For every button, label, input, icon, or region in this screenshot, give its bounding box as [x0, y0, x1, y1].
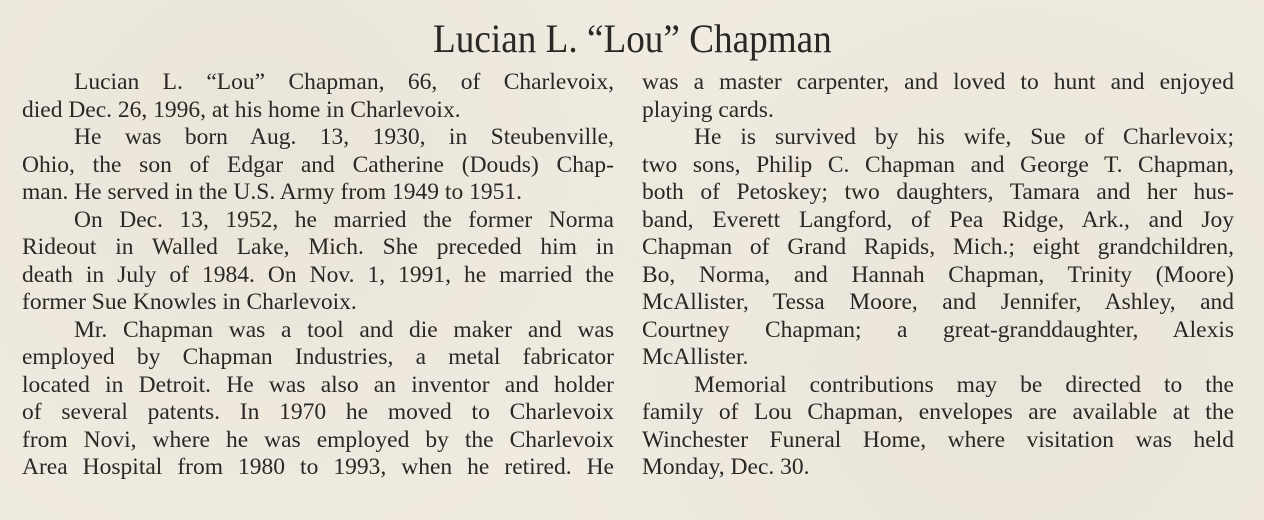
text-line: was a master carpenter, and loved to hunt and enjoyed	[642, 69, 1234, 95]
text-line: He was born Aug. 13, 1930, in Steubenville,	[74, 124, 614, 150]
text-line: from Novi, where he was employed by the Charlevoix	[22, 426, 614, 453]
text-line: employed by Chapman Industries, a metal fabricator	[22, 344, 614, 370]
text-line: family of Lou Chapman, envelopes are available at the	[642, 399, 1234, 425]
text-line: band, Everett Langford, of Pea Ridge, Ark., and Joy	[642, 206, 1234, 233]
text-line: Chapman of Grand Rapids, Mich.; eight grandchildren,	[642, 234, 1234, 260]
text-line: both of Petoskey; two daughters, Tamara and her hus-	[642, 179, 1234, 205]
left-column	[22, 69, 614, 482]
text-line: man. He served in the U.S. Army from 1949 to 1951.	[22, 179, 522, 205]
text-line: McAllister, Tessa Moore, and Jennifer, Ashley, and	[642, 289, 1234, 315]
text-line: Courtney Chapman; a great-granddaughter, Alexis	[642, 316, 1234, 343]
text-line: Area Hospital from 1980 to 1993, when he retired. He	[22, 454, 614, 480]
text-line: Memorial contributions may be directed to the	[694, 371, 1234, 398]
text-line: Ohio, the son of Edgar and Catherine (Douds) Chap-	[22, 151, 614, 178]
text-line: Lucian L. “Lou” Chapman, 66, of Charlevoix,	[74, 69, 614, 95]
text-line: of several patents. In 1970 he moved to Charlevoix	[22, 399, 614, 425]
text-line: He is survived by his wife, Sue of Charlevoix;	[694, 124, 1234, 150]
headline: Lucian L. “Lou” Chapman	[433, 16, 832, 61]
right-column	[642, 69, 1234, 482]
text-line: Rideout in Walled Lake, Mich. She preceded him in	[22, 234, 614, 260]
text-line: Bo, Norma, and Hannah Chapman, Trinity (Moore)	[642, 261, 1234, 288]
text-line: On Dec. 13, 1952, he married the former Norma	[74, 206, 614, 233]
text-line: death in July of 1984. On Nov. 1, 1991, he married the	[22, 261, 614, 288]
text-line: Winchester Funeral Home, where visitation was held	[642, 426, 1234, 453]
text-line: McAllister.	[642, 344, 749, 370]
text-line: located in Detroit. He was also an inventor and holder	[22, 371, 614, 398]
text-line: playing cards.	[642, 96, 774, 123]
text-line: died Dec. 26, 1996, at his home in Charlevoix.	[22, 96, 461, 123]
text-line: two sons, Philip C. Chapman and George T. Chapman,	[642, 151, 1234, 178]
text-line: Mr. Chapman was a tool and die maker and was	[74, 316, 614, 343]
text-line: Monday, Dec. 30.	[642, 454, 810, 480]
text-line: former Sue Knowles in Charlevoix.	[22, 289, 357, 315]
